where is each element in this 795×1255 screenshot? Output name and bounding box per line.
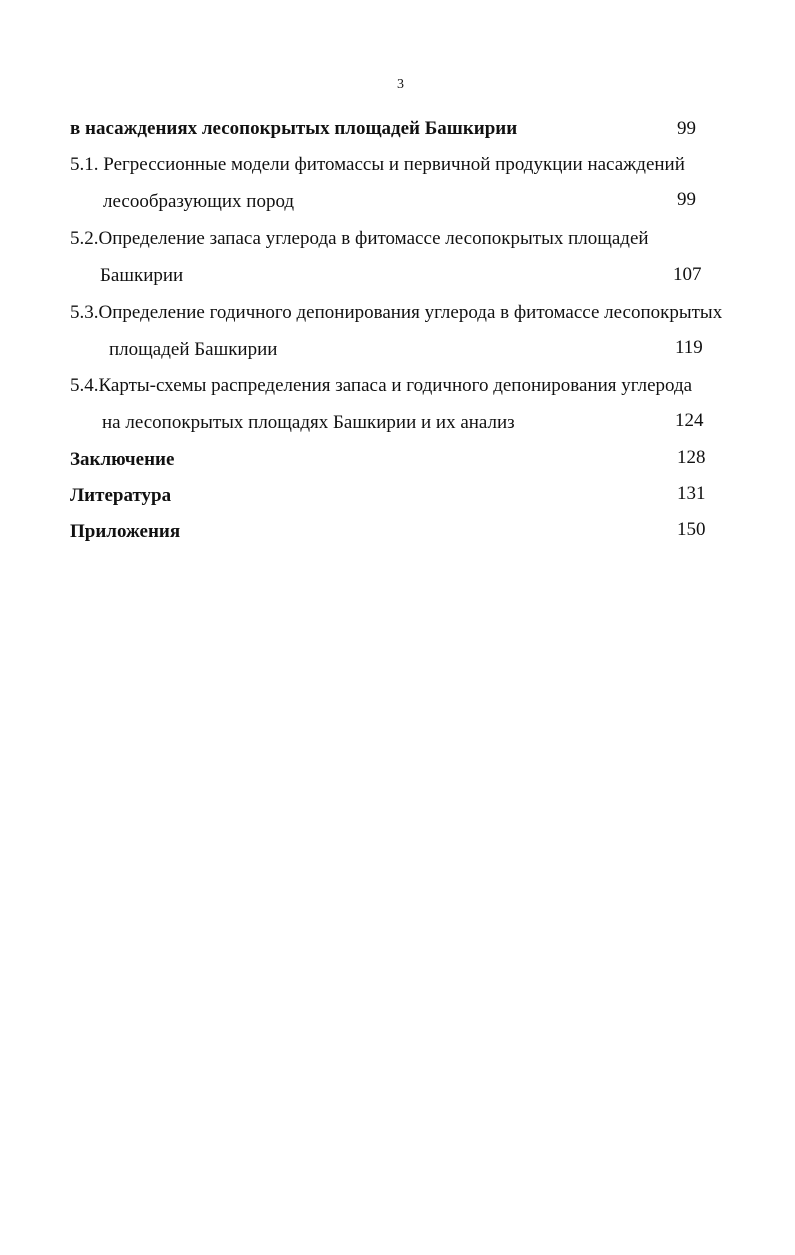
toc-entry-title: 5.3.Определение годичного депонирования углерода в фитомассе лесопокрытых [70,302,723,323]
toc-entry-title: площадей Башкирии [109,339,278,360]
toc-entry-page: 128 [677,447,706,468]
toc-entry-title: Башкирии [100,265,184,286]
toc-entry-title: Заключение [70,449,175,470]
toc-entry-title: Приложения [70,521,181,542]
page-number: 3 [397,77,404,92]
toc-entry-title: 5.2.Определение запаса углерода в фитомассе лесопокрытых площадей [70,228,649,249]
toc-entry-title: 5.1. Регрессионные модели фитомассы и первичной продукции насаждений [70,154,685,175]
toc-entry-page: 119 [675,337,703,358]
toc-entry-page: 131 [677,483,706,504]
toc-entry-title: на лесопокрытых площадях Башкирии и их анализ [102,412,515,433]
toc-entry-title: лесообразующих пород [103,191,295,212]
toc-entry-title: 5.4.Карты-схемы распределения запаса и годичного депонирования углерода [70,375,693,396]
toc-entry-page: 99 [677,189,696,210]
toc-entry-page: 107 [673,264,702,285]
toc-entry-title: Литература [70,485,172,506]
toc-entry-page: 99 [677,118,696,139]
toc-entry-page: 150 [677,519,706,540]
toc-entry-page: 124 [675,410,704,431]
toc-entry-title: в насаждениях лесопокрытых площадей Башкирии [70,118,518,139]
